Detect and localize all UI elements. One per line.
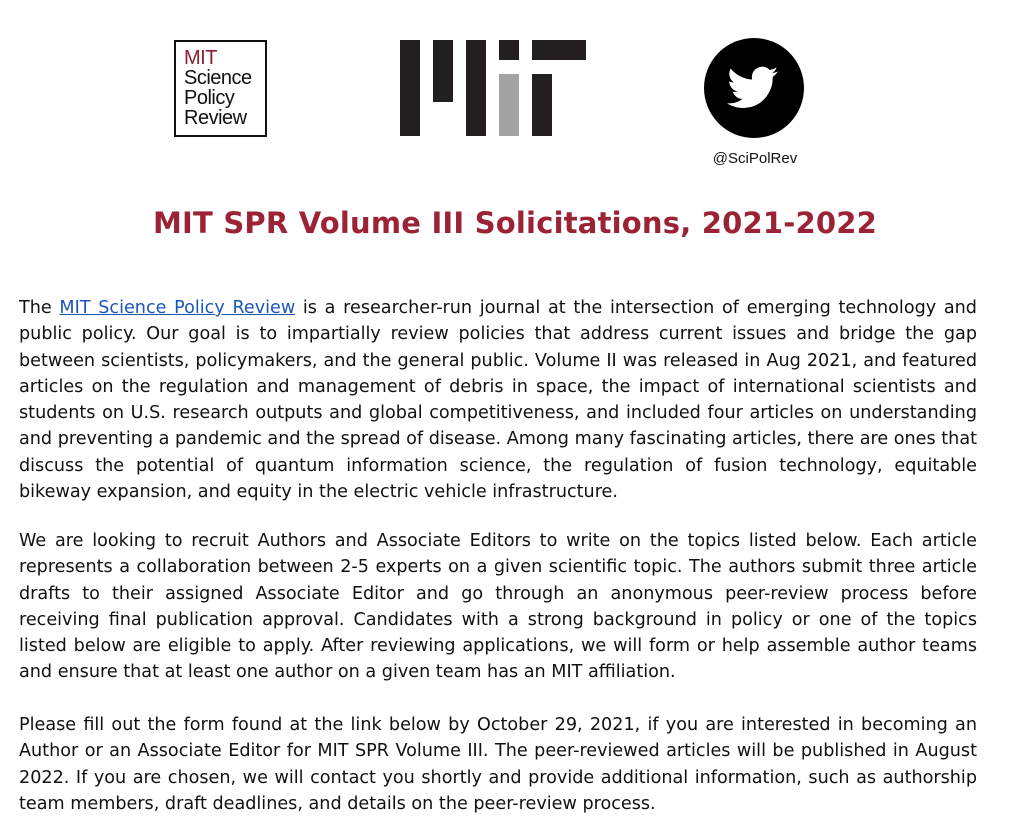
- page-title: MIT SPR Volume III Solicitations, 2021-2022: [153, 206, 877, 240]
- intro-prefix: The: [19, 298, 60, 318]
- application-paragraph: Please fill out the form found at the link below by October 29, 2021, if you are interested in becoming an Author or an Associate Editor for MIT SPR Volume III. The peer-reviewed articles will be published in August 2022. If you are chosen, we will contact you shortly and provide additional information, such as authorship team members, draft deadlines, and details on the peer-review process.: [19, 715, 977, 814]
- spr-logo-line-mit: MIT: [184, 47, 217, 69]
- mit-science-policy-review-link[interactable]: MIT Science Policy Review: [59, 298, 296, 318]
- recruitment-paragraph: We are looking to recruit Authors and Associate Editors to write on the topics listed below. Each article represents a collaboration between 2-5 experts on a given scientific topic. The authors submit three article drafts to their assigned Associate Editor and go through an anonymous peer-review process before receiving final publication approval. Candidates with a strong background in policy or one of the topics listed below are eligible to apply. After reviewing applications, we will form or help assemble author teams and ensure that at least one author on a given team has an MIT affiliation.: [19, 531, 977, 683]
- spr-logo-line-science: Science: [184, 67, 252, 89]
- twitter-handle[interactable]: @SciPolRev: [712, 150, 798, 167]
- spr-logo: [174, 40, 267, 137]
- intro-body: is a researcher-run journal at the intersection of emerging technology and public policy. Our goal is to impartially review policies that address current issues and bridge the gap between scientists, policymakers, and the general public. Volume II was released in Aug 2021, and featured articles on the regulation and management of debris in space, the impact of international scientists and students on U.S. research outputs and global competitiveness, and included four articles on understanding and preventing a pandemic and the spread of disease. Among many fascinating articles, there are ones that discuss the potential of quantum information science, the regulation of fusion technology, equitable bikeway expansion, and equity in the electric vehicle infrastructure.: [19, 298, 977, 503]
- mit-logo-icon: [400, 40, 586, 136]
- spr-logo-line-policy: Policy: [184, 87, 235, 109]
- twitter-bird-icon[interactable]: [704, 38, 804, 138]
- spr-logo-line-review: Review: [184, 107, 247, 129]
- intro-paragraph: [19, 295, 977, 505]
